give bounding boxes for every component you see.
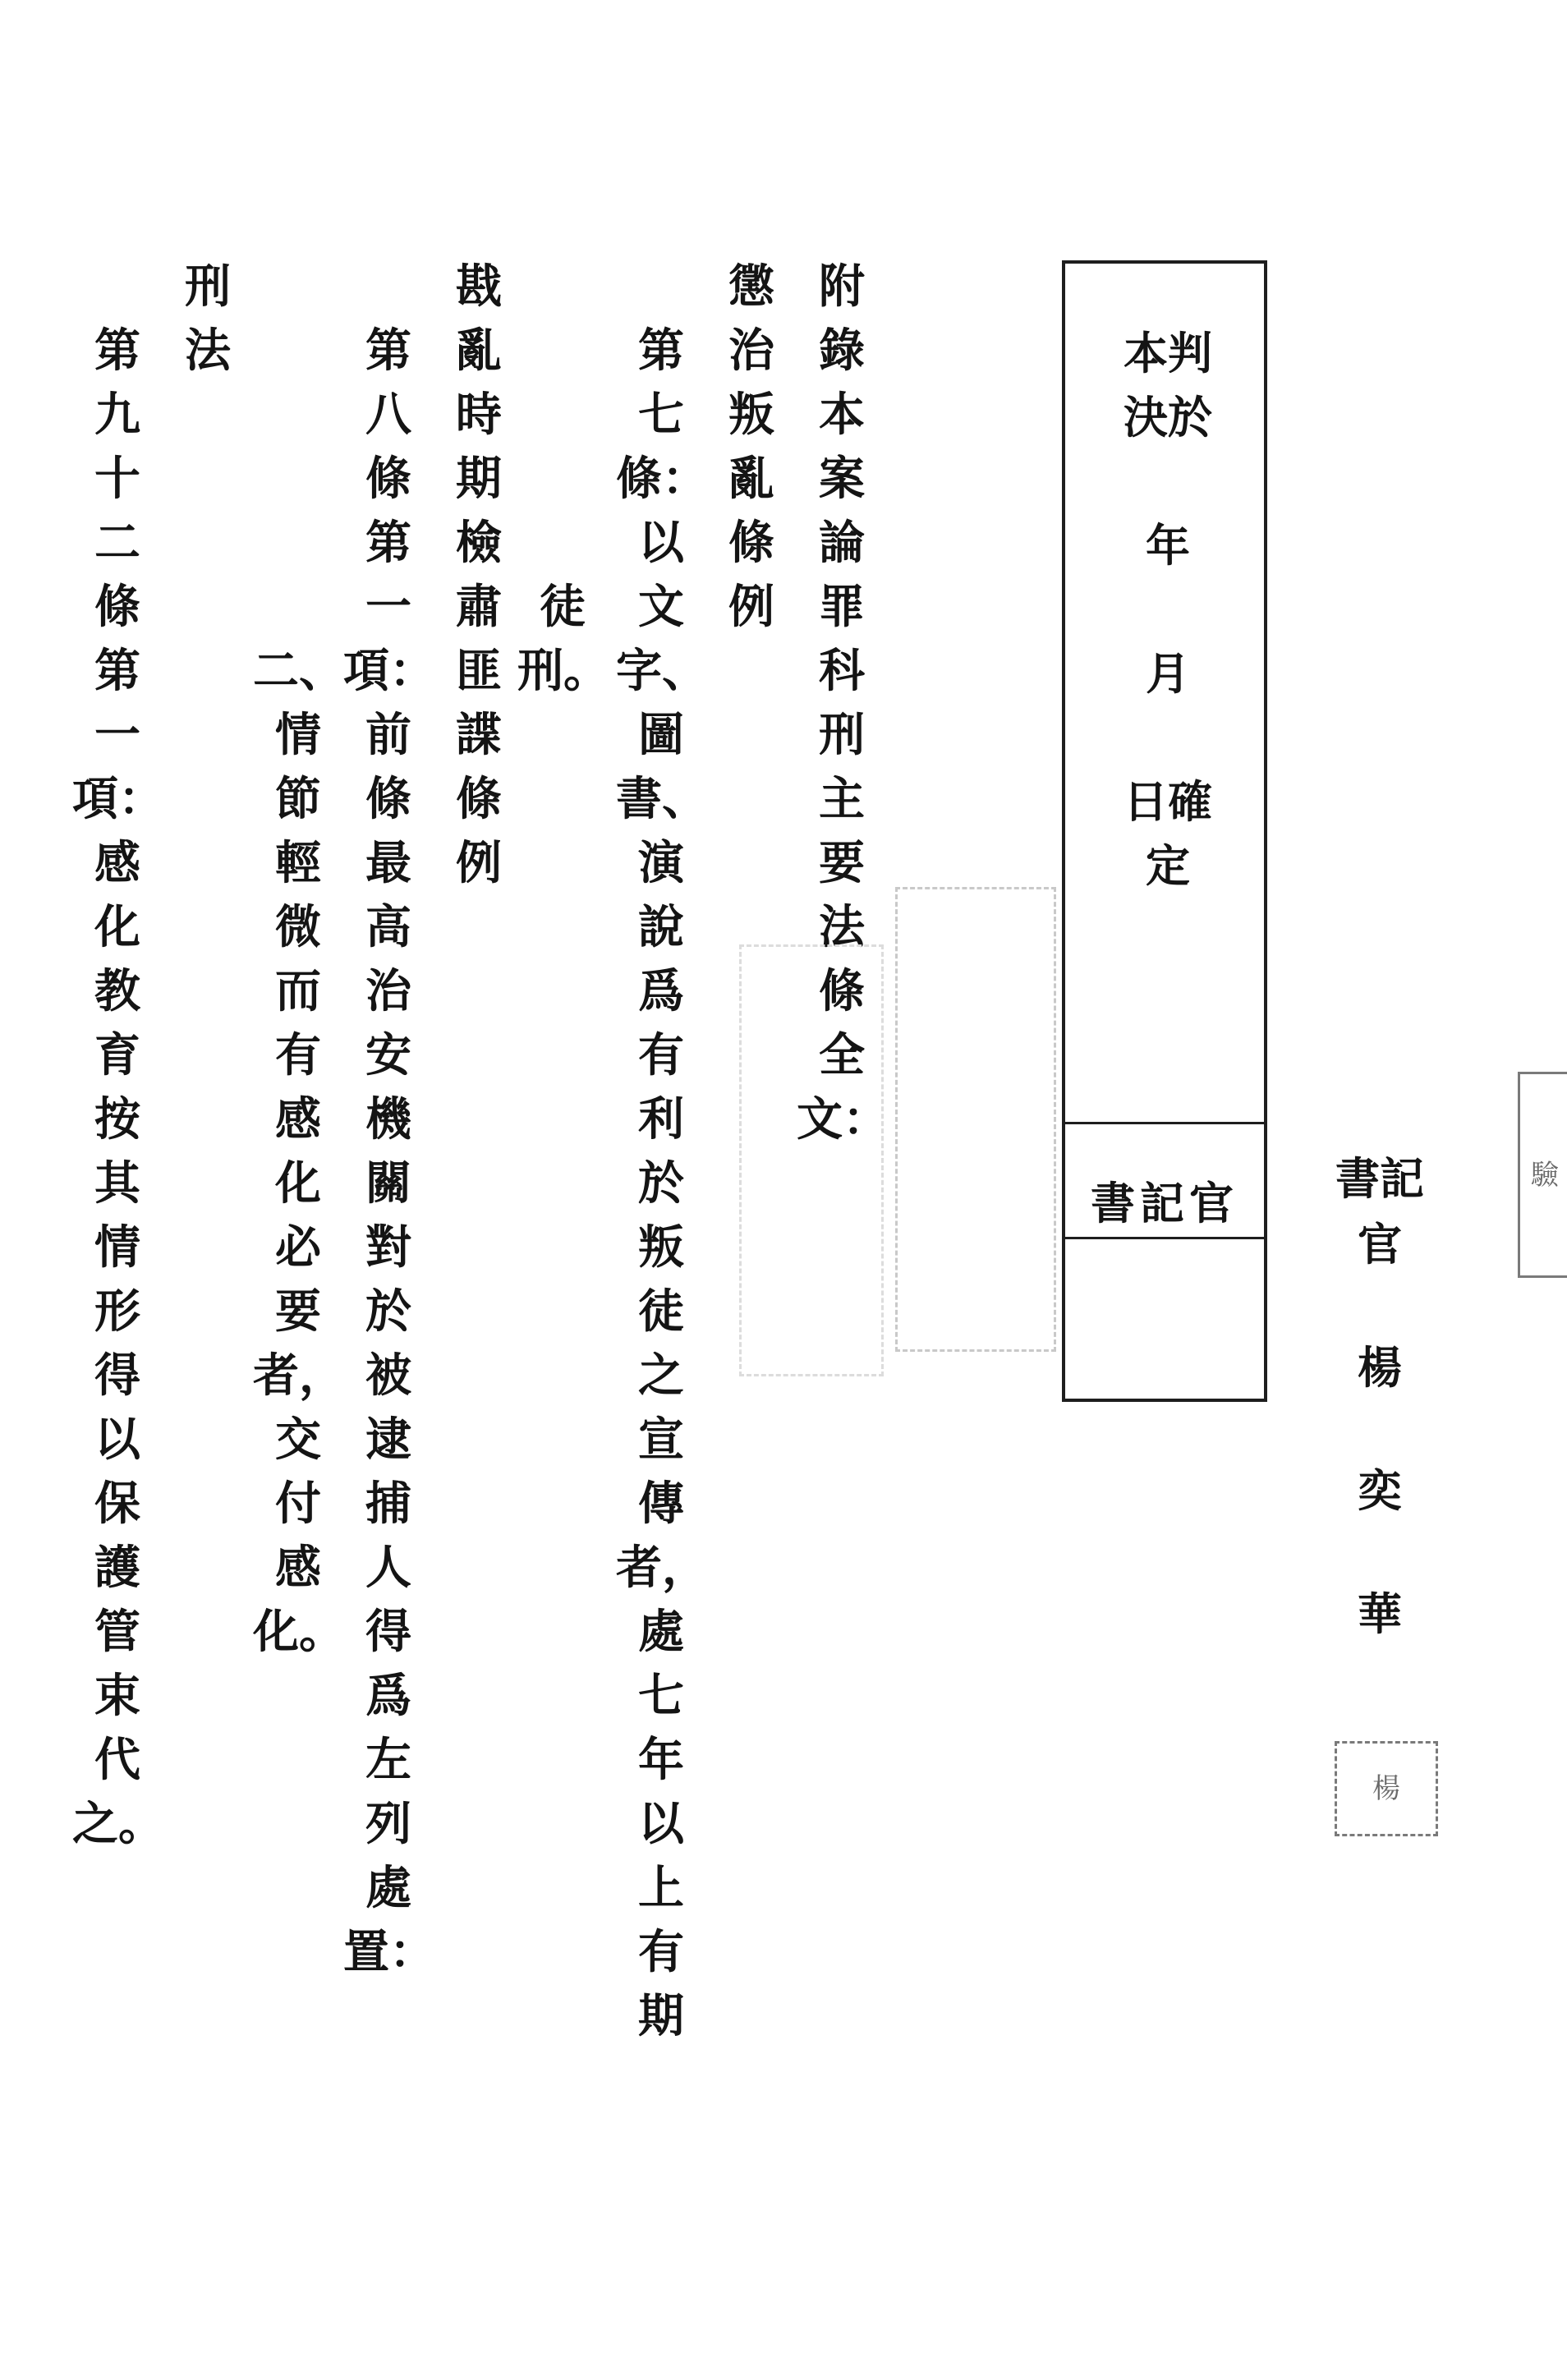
confirmation-box <box>1062 260 1267 1402</box>
law-article-continuation: 徒刑。 <box>517 580 609 698</box>
confirmation-text <box>1123 321 1213 898</box>
clerk-given-name-2: 華 <box>1358 1587 1402 1640</box>
confirmation-month: 月 <box>1146 647 1190 700</box>
appendix-heading: 附錄本案論罪科刑主要法條全文： <box>797 260 889 1146</box>
name-seal-text: 楊 <box>1372 1772 1400 1805</box>
confirmation-clerk-label: 書記官 <box>1091 1176 1238 1229</box>
confirmation-line: 本判決於 <box>1124 327 1212 443</box>
name-seal <box>1335 1741 1438 1836</box>
law-article: 第七條：以文字、圖書、演說爲有利於叛徒之宣傳者，處七年以上有期 <box>616 324 708 2043</box>
law-title: 懲治叛亂條例 <box>728 260 774 634</box>
margin-seal <box>1518 1072 1567 1278</box>
clerk-surname: 楊 <box>1358 1341 1402 1394</box>
law-article: 第八條第一項：前條最高治安機關對於被逮捕人得爲左列處置： <box>343 324 435 1979</box>
clerk-title: 書記官 <box>1335 1152 1424 1270</box>
law-title: 戡亂時期檢肅匪諜條例 <box>456 260 502 890</box>
clerk-signature <box>1335 1146 1425 1647</box>
stamp-smudge <box>739 944 884 1376</box>
confirmation-day: 日確定 <box>1124 775 1212 892</box>
confirmation-year: 年 <box>1146 519 1190 572</box>
margin-seal-text: 驗 <box>1531 1158 1559 1192</box>
confirmation-divider-top <box>1065 1122 1264 1124</box>
clerk-given-name-1: 奕 <box>1358 1464 1402 1517</box>
law-article: 第九十二條第一項：感化教育按其情形得以保護管束代之。 <box>72 324 164 1851</box>
confirmation-divider-bottom <box>1065 1237 1264 1239</box>
stamp-smudge <box>895 887 1056 1352</box>
law-title: 刑法 <box>185 260 231 378</box>
law-article-item: 二、情節輕微而有感化必要者，交付感化。 <box>253 644 345 1659</box>
